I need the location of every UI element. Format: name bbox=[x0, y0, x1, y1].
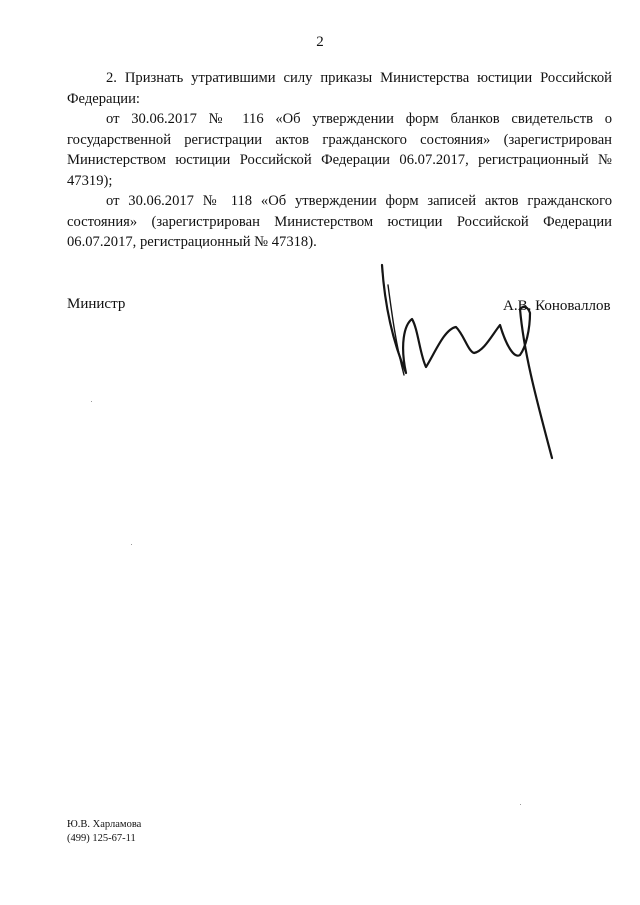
executor-phone: (499) 125-67-11 bbox=[67, 833, 136, 844]
paragraph-order-116: от 30.06.2017 № 116 «Об утверждении форм бланков свидетельств о государственной регистрации актов гражданского состояния» (зарегистрирован Министерством юстиции Российской Федерации 06.07.2017, регистрационный № 47319); bbox=[67, 111, 612, 189]
page-number: 2 bbox=[316, 34, 324, 50]
scan-speck bbox=[520, 804, 521, 805]
paragraph-repeal-clause: 2. Признать утратившими силу приказы Министерства юстиции Российской Федерации: bbox=[67, 70, 612, 107]
signatory-name: А.В. Коноваллов bbox=[503, 298, 611, 314]
paragraph-order-118: от 30.06.2017 № 118 «Об утверждении форм записей актов гражданского состояния» (зарегистрирован Министерством юстиции Российской Федерации 06.07.2017, регистрационный № 47318). bbox=[67, 193, 612, 250]
document-body bbox=[67, 68, 612, 253]
executor-name: Ю.В. Харламова bbox=[67, 819, 142, 830]
scan-speck bbox=[131, 544, 132, 545]
signatory-role: Министр bbox=[67, 296, 126, 312]
executor-footer bbox=[67, 818, 141, 846]
handwritten-signature bbox=[360, 255, 580, 470]
scan-speck bbox=[91, 401, 92, 402]
